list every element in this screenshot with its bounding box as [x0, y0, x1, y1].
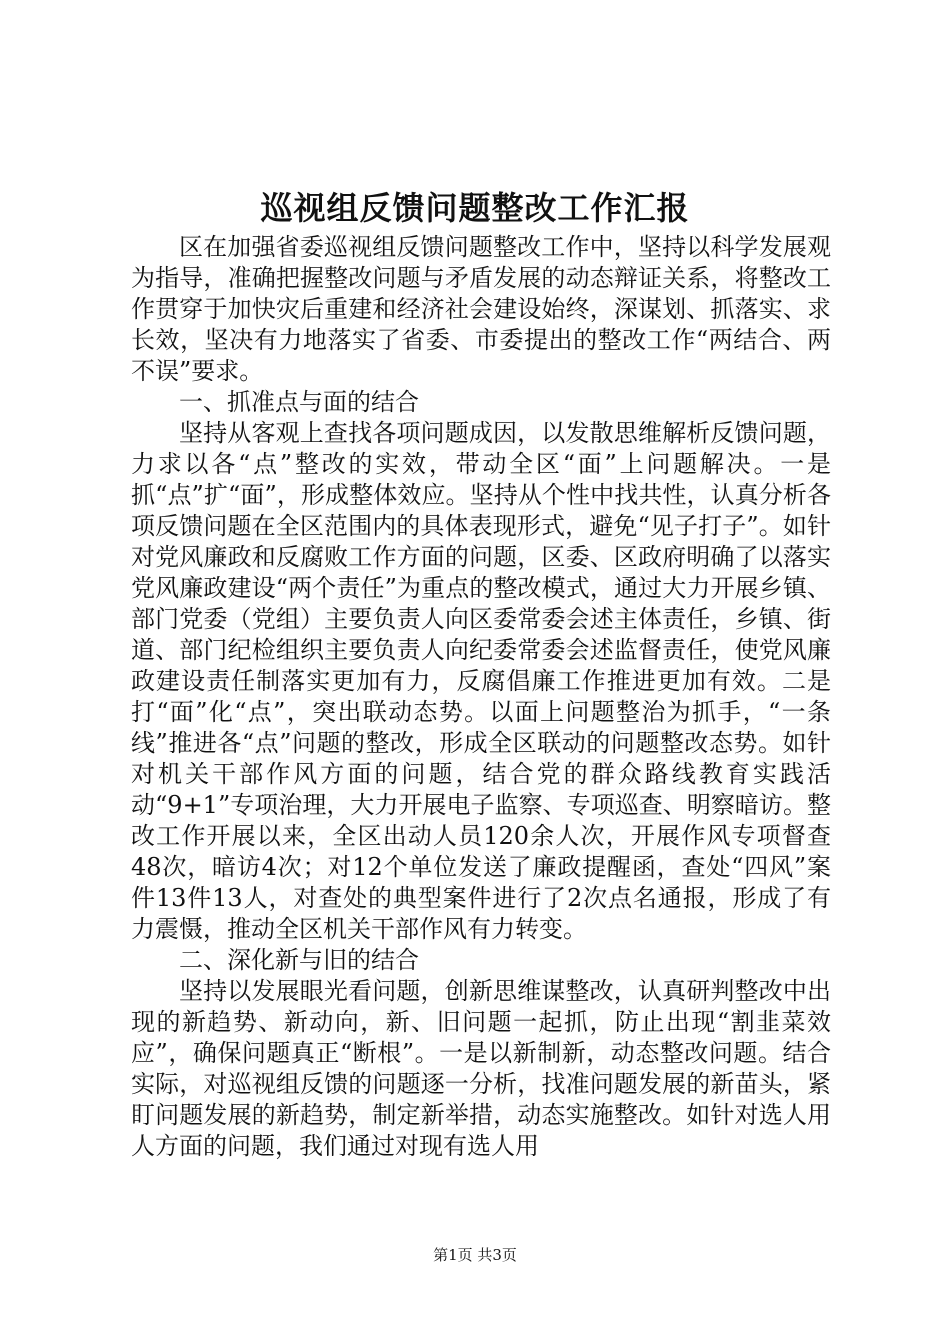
- section-2-paragraph: 坚持以发展眼光看问题，创新思维谋整改，认真研判整改中出现的新趋势、新动向，新、旧问题一起抓，防止出现“割韭菜效应”，确保问题真正“断根”。一是以新制新，动态整改问题。结合实际，对巡视组反馈的问题逐一分析，找准问题发展的新苗头，紧盯问题发展的新趋势，制定新举措，动态实施整改。如针对选人用人方面的问题，我们通过对现有选人用: [131, 977, 831, 1160]
- section-heading-1: 一、抓准点与面的结合: [179, 388, 419, 416]
- section-1-paragraph: 坚持从客观上查找各项问题成因，以发散思维解析反馈问题，力求以各“点”整改的实效，带动全区“面”上问题解决。一是抓“点”扩“面”，形成整体效应。坚持从个性中找共性，认真分析各项反馈问题在全区范围内的具体表现形式，避免“见子打子”。如针对党风廉政和反腐败工作方面的问题，区委、区政府明确了以落实党风廉政建设“两个责任”为重点的整改模式，通过大力开展乡镇、部门党委（党组）主要负责人向区委常委会述主体责任，乡镇、街道、部门纪检组织主要负责人向纪委常委会述监督责任，使党风廉政建设责任制落实更加有力，反腐倡廉工作推进更加有效。二是打“面”化“点”，突出联动态势。以面上问题整治为抓手，“一条线”推进各“点”问题的整改，形成全区联动的问题整改态势。如针对机关干部作风方面的问题，结合党的群众路线教育实践活动“9+1”专项治理，大力开展电子监察、专项巡查、明察暗访。整改工作开展以来，全区出动人员120余人次，开展作风专项督查48次，暗访4次；对12个单位发送了廉政提醒函，查处“四风”案件13件13人，对查处的典型案件进行了2次点名通报，形成了有力震慑，推动全区机关干部作风有力转变。: [131, 419, 831, 943]
- document-title: 巡视组反馈问题整改工作汇报: [260, 189, 690, 227]
- intro-paragraph: 区在加强省委巡视组反馈问题整改工作中，坚持以科学发展观为指导，准确把握整改问题与矛盾发展的动态辩证关系，将整改工作贯穿于加快灾后重建和经济社会建设始终，深谋划、抓落实、求长效，坚决有力地落实了省委、市委提出的整改工作“两结合、两不误”要求。: [131, 233, 831, 385]
- page-footer: 第1页 共3页: [433, 1246, 517, 1264]
- section-heading-2: 二、深化新与旧的结合: [179, 946, 419, 974]
- document-body: [131, 232, 831, 1162]
